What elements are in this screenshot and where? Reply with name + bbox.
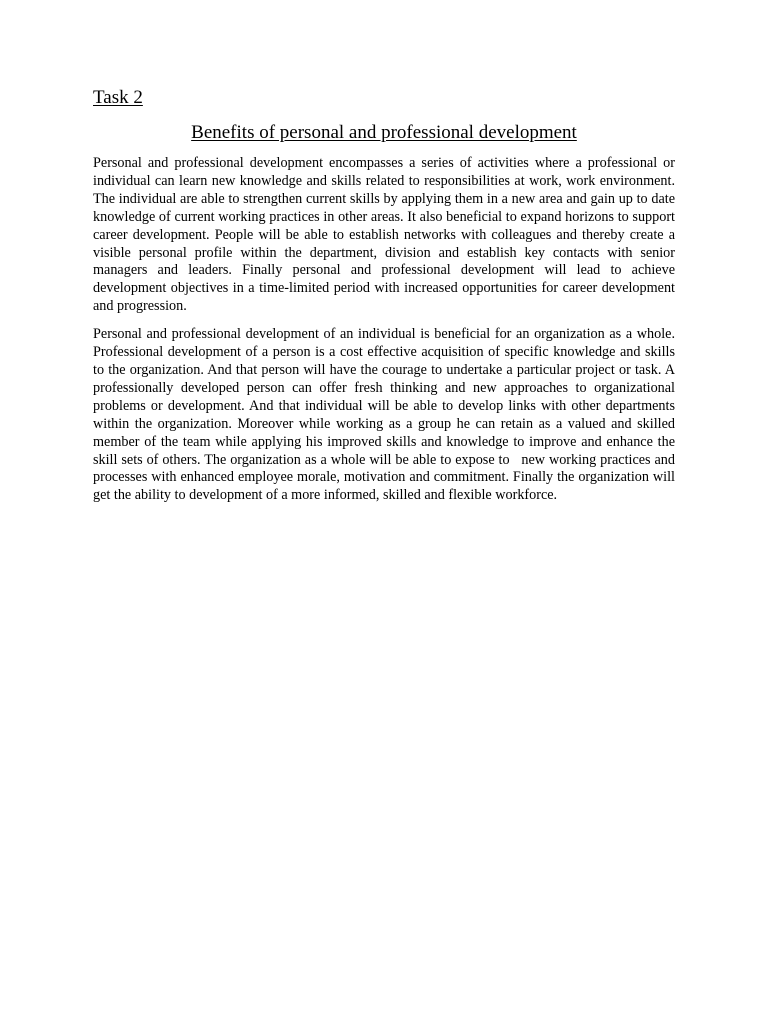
paragraph-1: Personal and professional development encompasses a series of activities where a professional or individual can learn new knowledge and skills related to responsibilities at work, work environment. The individual are able to strengthen current skills by applying them in a new area and gain up to date knowledge of current working practices in other areas. It also beneficial to expand horizons to support career development. People will be able to establish networks with colleagues and thereby create a visible personal profile within the department, division and establish key contacts with senior managers and leaders. Finally personal and professional development will lead to achieve development objectives in a time-limited period with increased opportunities for career development and progression. [93,155,679,315]
paragraph-2: Personal and professional development of an individual is beneficial for an organization as a whole. Professional development of a person is a cost effective acquisition of specific knowledge and skills to the organization. And that person will have the courage to undertake a particular project or task. A professionally developed person can offer fresh thinking and new approaches to organizational problems or development. And that individual will be able to develop links with other departments within the organization. Moreover while working as a group he can retain as a valued and skilled member of the team while applying his improved skills and knowledge to improve and enhance the skill sets of others. The organization as a whole will be able to expose to new working practices and processes with enhanced employee morale, motivation and commitment. Finally the organization will get the ability to development of a more informed, skilled and flexible workforce. [93,326,679,504]
task-heading: Task 2 [93,87,143,108]
document-title: Benefits of personal and professional development [191,122,577,143]
document-body [93,155,679,515]
